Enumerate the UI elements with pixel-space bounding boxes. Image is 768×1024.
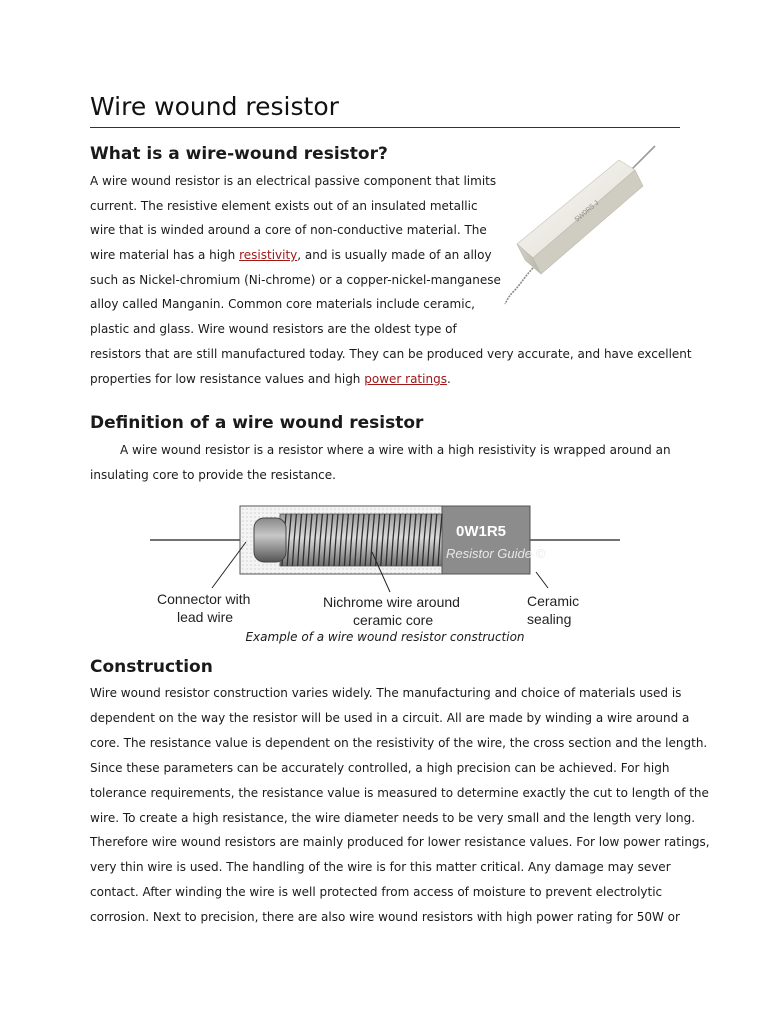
page-title: Wire wound resistor [90, 92, 339, 121]
text-span: wire material has a high [90, 248, 240, 262]
paragraph-line: contact. After winding the wire is well protected from access of moisture to prevent electrolytic [90, 885, 663, 899]
diagram-marking: 0W1R5 [456, 523, 507, 540]
paragraph-line: wire. To create a high resistance, the wire diameter needs to be very small and the length very long. [90, 811, 696, 825]
label-nichrome-line2: ceramic core [353, 612, 434, 628]
label-ceramic-line1: Ceramic [527, 593, 580, 609]
ceramic-resistor-photo [495, 140, 670, 310]
label-connector-line2: lead wire [177, 609, 234, 625]
resistor-marking: 5W0R5 J [573, 199, 601, 224]
section-heading-definition: Definition of a wire wound resistor [90, 413, 424, 433]
resistivity-link[interactable]: resistivity [239, 248, 298, 262]
text-span: properties for low resistance values and high [90, 372, 365, 386]
paragraph-line: Therefore wire wound resistors are mainly produced for lower resistance values. For low power ratings, [90, 835, 710, 849]
construction-diagram [150, 500, 620, 630]
paragraph-line: A wire wound resistor is an electrical passive component that limits [90, 174, 497, 188]
diagram-watermark: Resistor Guide © [446, 546, 546, 561]
paragraph-line: alloy called Manganin. Common core materials include ceramic, [90, 297, 475, 311]
paragraph-line: such as Nickel-chromium (Ni-chrome) or a copper-nickel-manganese [90, 273, 501, 287]
paragraph-line: Since these parameters can be accurately controlled, a high precision can be achieved. For high [90, 761, 670, 775]
label-connector-line1: Connector with [157, 591, 251, 607]
paragraph-line: very thin wire is used. The handling of the wire is for this matter critical. Any damage may sever [90, 860, 671, 874]
paragraph-line: Wire wound resistor construction varies widely. The manufacturing and choice of materials used is [90, 686, 682, 700]
label-nichrome-line1: Nichrome wire around [323, 594, 460, 610]
paragraph-line [90, 371, 451, 387]
paragraph-line: tolerance requirements, the resistance value is measured to determine exactly the cut to length of the [90, 786, 709, 800]
paragraph-line: wire that is winded around a core of non-conductive material. The [90, 223, 487, 237]
power-ratings-link[interactable]: power ratings [364, 372, 447, 386]
lead-wire [505, 268, 533, 304]
section-heading-what-is: What is a wire-wound resistor? [90, 144, 388, 164]
paragraph-line: dependent on the way the resistor will be used in a circuit. All are made by winding a wire around a [90, 711, 690, 725]
paragraph-line: corrosion. Next to precision, there are also wire wound resistors with high power rating for 50W or [90, 910, 680, 924]
paragraph-line: core. The resistance value is dependent on the resistivity of the wire, the cross section and the length. [90, 736, 708, 750]
paragraph-line: current. The resistive element exists out of an insulated metallic [90, 199, 478, 213]
text-span: . [446, 372, 451, 386]
paragraph-line: plastic and glass. Wire wound resistors are the oldest type of [90, 322, 457, 336]
ceramic-sealing [442, 506, 530, 574]
pointer-line [536, 572, 548, 588]
paragraph-line: A wire wound resistor is a resistor where a wire with a high resistivity is wrapped around an [120, 443, 671, 457]
figure-caption: Example of a wire wound resistor construction [245, 630, 525, 644]
text-span: , and is usually made of an alloy [297, 248, 492, 262]
paragraph-line: insulating core to provide the resistance. [90, 468, 336, 482]
paragraph-line [90, 247, 492, 263]
label-ceramic-line2: sealing [527, 611, 572, 627]
title-rule [90, 127, 680, 128]
paragraph-line: resistors that are still manufactured today. They can be produced very accurate, and have excellent [90, 347, 692, 361]
connector-cap [254, 518, 286, 562]
section-heading-construction: Construction [90, 657, 213, 677]
